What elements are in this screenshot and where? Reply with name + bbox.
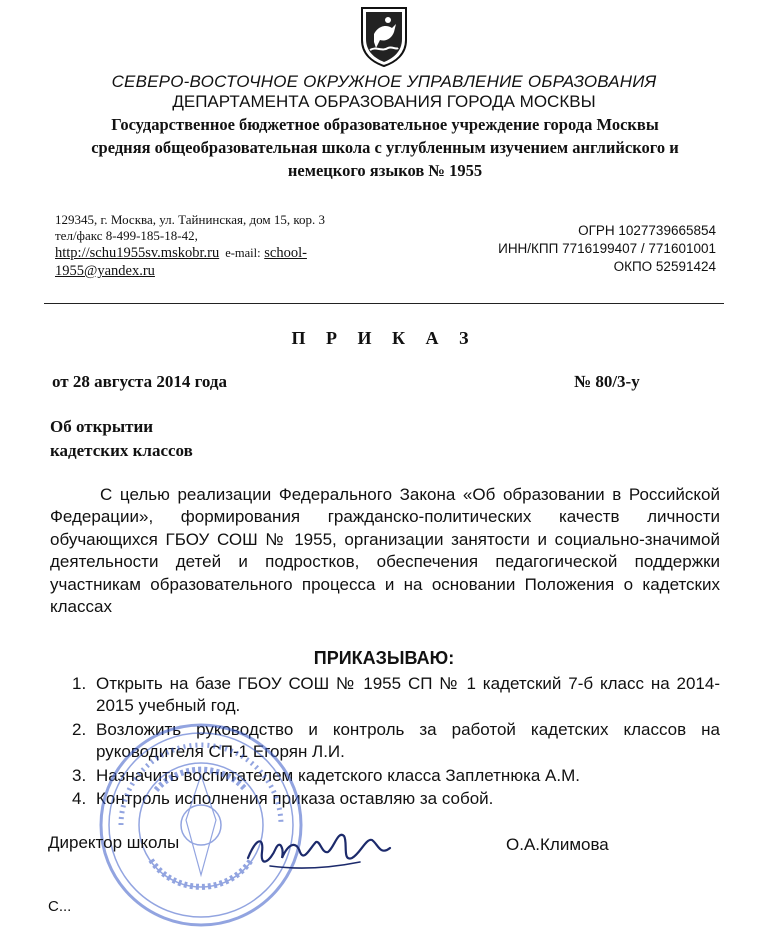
email-link-continued[interactable]: 1955@yandex.ru <box>55 263 155 279</box>
signatory-name: О.А.Климова <box>506 835 609 854</box>
institution-line: средняя общеобразовательная школа с углубленным изучением английского и <box>91 138 679 157</box>
command-heading: ПРИКАЗЫВАЮ: <box>313 648 455 668</box>
contact-line <box>55 244 375 262</box>
contact-block <box>55 212 375 280</box>
institution-line: Государственное бюджетное образовательное учреждение города Москвы <box>111 115 659 134</box>
item-text: Назначить воспитателем кадетского класса Заплетнюка А.М. <box>96 765 581 785</box>
item-number: 2. <box>72 719 87 739</box>
registration-codes <box>498 222 716 276</box>
subject-line: кадетских классов <box>50 441 193 460</box>
truncated-footer-text: С... <box>48 898 72 915</box>
list-item <box>50 673 720 718</box>
email-label: e-mail: <box>225 246 261 260</box>
moscow-coat-of-arms-icon <box>358 4 410 68</box>
subject-line: Об открытии <box>50 417 154 436</box>
order-number: № 80/3-у <box>574 372 640 391</box>
item-number: 4. <box>72 789 87 809</box>
item-number: 1. <box>72 674 87 693</box>
ogrn: ОГРН 1027739665854 <box>578 223 716 238</box>
agency-title: СЕВЕРО-ВОСТОЧНОЕ ОКРУЖНОЕ УПРАВЛЕНИЕ ОБРАЗОВАНИЯ <box>111 72 657 91</box>
order-date: от 28 августа 2014 года <box>52 372 228 391</box>
item-text: Контроль исполнения приказа оставляю за собой. <box>96 789 494 809</box>
institution-line: немецкого языков № 1955 <box>287 161 483 180</box>
signatory-role: Директор школы <box>48 833 180 852</box>
header-divider <box>44 303 724 304</box>
handwritten-signature <box>240 818 400 878</box>
document-title: П Р И К А З <box>291 328 477 348</box>
inn-kpp: ИНН/КПП 7716199407 / 771601001 <box>498 241 716 256</box>
postal-address: 129345, г. Москва, ул. Тайнинская, дом 15, кор. 3 <box>55 212 326 227</box>
preamble-paragraph: С целью реализации Федерального Закона «Об образовании в Российской Федерации», формирования гражданско-политических качеств личности обучающихся ГБОУ СОШ № 1955, организации занятости и социально-значимой деятельности детей и подростков, обеспечения педагогической поддержки участникам образовательного процесса и на основании Положения о кадетских классах <box>50 485 720 617</box>
contact-line <box>55 262 375 280</box>
email-link[interactable]: school- <box>264 245 307 261</box>
phone-fax: тел/факс 8-499-185-18-42, <box>55 228 198 243</box>
website-link[interactable]: http://schu1955sv.mskobr.ru <box>55 245 220 261</box>
institution-name <box>40 113 730 182</box>
okpo: ОКПО 52591424 <box>613 259 716 274</box>
department-title: ДЕПАРТАМЕНТА ОБРАЗОВАНИЯ ГОРОДА МОСКВЫ <box>172 92 596 111</box>
item-text: Возложить руководство и контроль за работой кадетских классов на руководителя СП-1 Егорян Л.И. <box>96 719 720 762</box>
order-subject <box>50 415 193 463</box>
item-number: 3. <box>72 765 87 785</box>
item-text: Открыть на базе ГБОУ СОШ № 1955 СП № 1 кадетский 7-б класс на 2014-2015 учебный год. <box>96 674 720 716</box>
